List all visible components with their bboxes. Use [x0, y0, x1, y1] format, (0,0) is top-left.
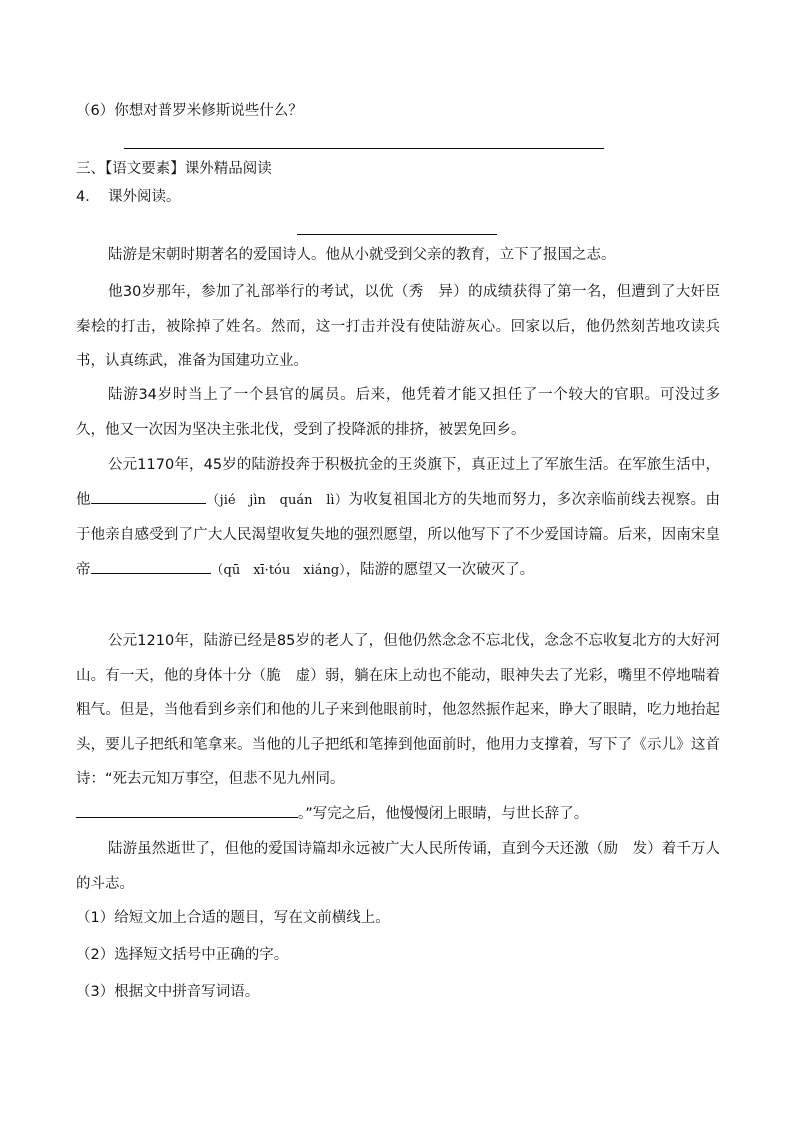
paragraph-5	[76, 624, 720, 831]
pinyin-1: （jié jìn quán lì）	[205, 492, 349, 508]
question-4-number: 4．	[76, 189, 100, 205]
paragraph-2: 他30岁那年，参加了礼部举行的考试，以优（秀 异）的成绩获得了第一名，但遭到了大奸臣秦桧的打击，被除掉了姓名。然而，这一打击并没有使陆游灰心。回家以后，他仍然刻苦地攻读兵书，认真练武，准备为国建功立业。	[76, 284, 720, 369]
pinyin-blank-1[interactable]	[91, 489, 206, 504]
paragraph-5-part-b: 。”写完之后，他慢慢闭上眼睛，与世长辞了。	[298, 805, 589, 822]
paragraph-5-part-a: 公元1210年，陆游已经是85岁的老人了，但他仍然念念不忘北伐，念念不忘收复北方的大好河山。有一天，他的身体十分（脆 虚）弱，躺在床上动也不能动，眼神失去了光彩，嘴里不停地喘着粗气。但是，当他看到乡亲们和他的儿子来到他眼前时，他忽然振作起来，睁大了眼睛，吃力地抬起头，要儿子把纸和笔拿来。当他的儿子把纸和笔捧到他面前时，他用力支撑着，写下了《示儿》这首诗：“死去元知万事空，但悲不见九州同。	[76, 633, 720, 787]
paragraph-4-part-a: 公元1170年，45岁的陆游投奔于积极抗金的王炎旗下，真正过上了军旅生活。在军旅生活中，他	[76, 457, 720, 508]
poem-blank[interactable]	[76, 803, 298, 818]
paragraph-4	[76, 448, 720, 588]
sub-question-1: （1）给短文加上合适的题目，写在文前横线上。	[76, 910, 390, 926]
paragraph-4-part-c: ，陆游的愿望又一次破灭了。	[345, 561, 535, 578]
title-answer-line[interactable]	[297, 234, 497, 235]
pinyin-2: （qū xī·tóu xiáng）	[210, 562, 346, 578]
sub-question-2: （2）选择短文括号中正确的字。	[76, 947, 289, 963]
question-6: （6）你想对普罗米修斯说些什么？	[76, 103, 303, 119]
section-heading: 三、【语文要素】课外精品阅读	[76, 161, 272, 177]
paragraph-3: 陆游34岁时当上了一个县官的属员。后来，他凭着才能又担任了一个较大的官职。可没过多久，他又一次因为坚决主张北伐，受到了投降派的排挤，被罢免回乡。	[76, 387, 720, 438]
paragraph-6: 陆游虽然逝世了，但他的爱国诗篇却永远被广大人民所传诵，直到今天还激（励 发）着千万人的斗志。	[76, 841, 720, 892]
pinyin-blank-2[interactable]	[91, 559, 211, 574]
answer-line-q6[interactable]	[124, 148, 604, 149]
paragraph-1: 陆游是宋朝时期著名的爱国诗人。他从小就受到父亲的教育，立下了报国之志。	[108, 247, 616, 263]
question-4-title: 课外阅读。	[108, 189, 181, 205]
paragraph-4-part-b: 为收复祖国北方的失地而努力，多次亲临前线去视察。由于他亲自感受到了广大人民渴望收复失地的强烈愿望，所以他写下了不少爱国诗篇。后来，因南宋皇帝	[76, 491, 721, 578]
sub-question-3: （3）根据文中拼音写词语。	[76, 984, 260, 1000]
